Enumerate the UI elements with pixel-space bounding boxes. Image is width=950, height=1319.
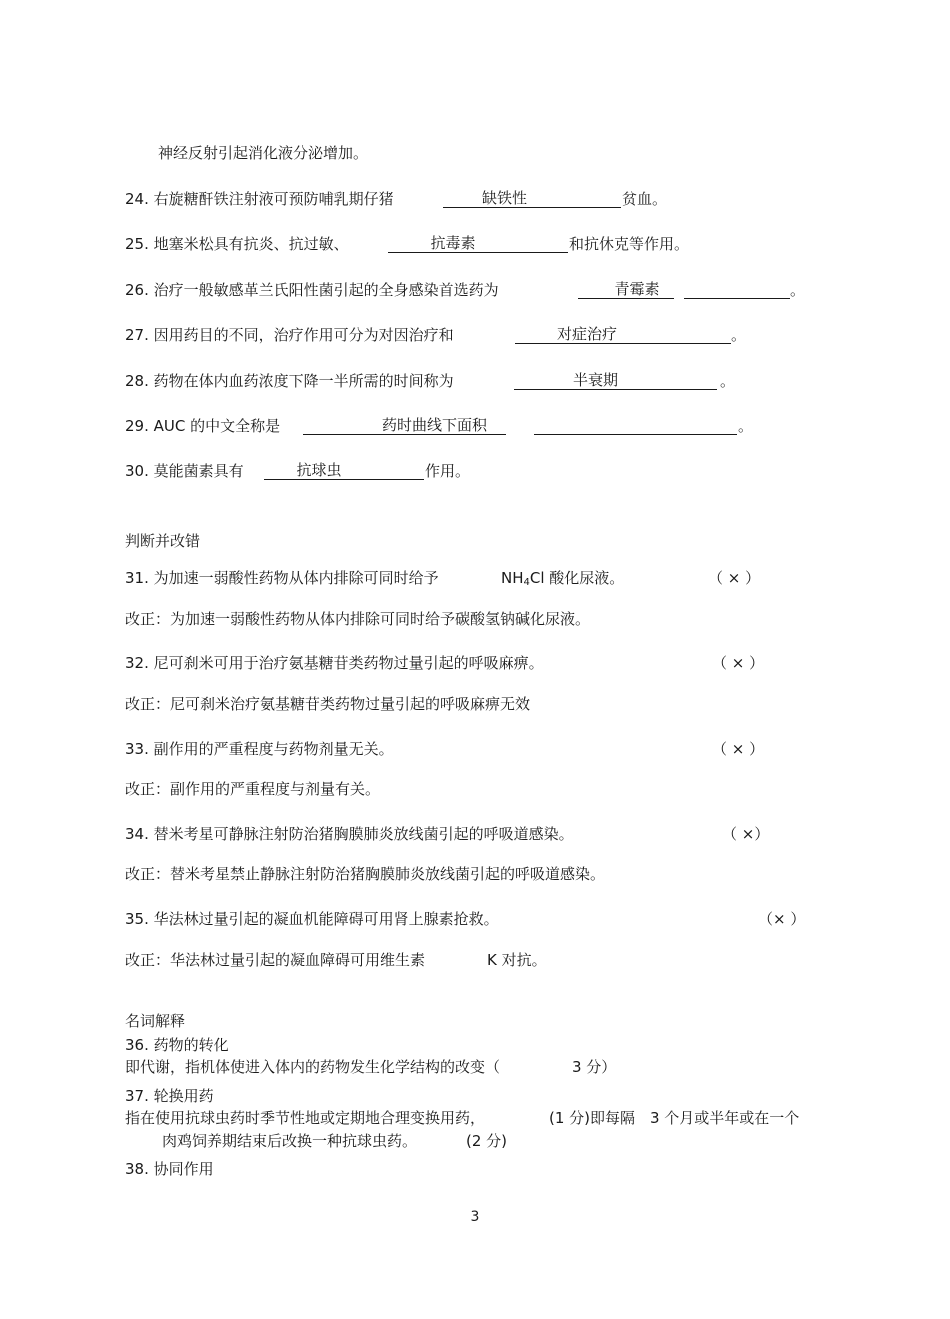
q33-correction: 改正：副作用的严重程度与剂量有关。	[125, 780, 381, 798]
q30-answer-blank: 抗球虫	[264, 461, 424, 480]
intro-line: 神经反射引起消化液分泌增加。	[158, 144, 369, 162]
judge-heading: 判断并改错	[125, 532, 201, 550]
q33-mark: （ × ）	[712, 740, 765, 758]
q25-text: 25. 地塞米松具有抗炎、抗过敏、	[125, 235, 349, 253]
term-37-definition-line2: 肉鸡饲养期结束后改换一种抗球虫药。	[162, 1132, 418, 1150]
term-36-definition: 即代谢，指机体使进入体内的药物发生化学结构的改变（	[125, 1058, 501, 1076]
q33-statement: 33. 副作用的严重程度与药物剂量无关。	[125, 740, 394, 758]
q29-suffix: 。	[738, 417, 754, 435]
q31-formula: $NH_4Cl$ 酸化尿液。	[501, 569, 625, 588]
q28-text: 28. 药物在体内血药浓度下降一半所需的时间称为	[125, 372, 454, 390]
q34-mark: （ ×）	[722, 825, 770, 843]
q35-correction: 改正：华法林过量引起的凝血障碍可用维生素	[125, 951, 426, 969]
term-37-title: 37. 轮换用药	[125, 1087, 214, 1105]
q35-correction-tail: K 对抗。	[487, 951, 547, 969]
q24-text: 24. 右旋糖酐铁注射液可预防哺乳期仔猪	[125, 190, 394, 208]
term-37-score-1: (1 分)即每隔	[549, 1109, 636, 1127]
q29-answer-blank: 药时曲线下面积	[303, 416, 506, 435]
q27-text: 27. 因用药目的不同，治疗作用可分为对因治疗和	[125, 326, 454, 344]
q26-text: 26. 治疗一般敏感革兰氏阳性菌引起的全身感染首选药为	[125, 281, 499, 299]
q26-answer-blank: 青霉素	[578, 280, 674, 299]
q32-correction: 改正：尼可刹米治疗氨基糖苷类药物过量引起的呼吸麻痹无效	[125, 695, 531, 713]
q29-text: 29. AUC 的中文全称是	[125, 417, 281, 435]
q27-suffix: 。	[731, 326, 747, 344]
term-38-title: 38. 协同作用	[125, 1160, 214, 1178]
q34-statement: 34. 替米考星可静脉注射防治猪胸膜肺炎放线菌引起的呼吸道感染。	[125, 825, 574, 843]
terms-heading: 名词解释	[125, 1012, 186, 1030]
term-37-definition-cont: 3 个月或半年或在一个	[650, 1109, 800, 1127]
q31-statement: 31. 为加速一弱酸性药物从体内排除可同时给予	[125, 569, 439, 587]
q29-blank-extension	[534, 416, 737, 435]
q24-answer-blank: 缺铁性	[443, 189, 621, 208]
term-37-score-2: (2 分)	[466, 1132, 508, 1150]
q35-mark: （× ）	[758, 910, 806, 928]
q28-suffix: 。	[720, 372, 736, 390]
q26-suffix: 。	[790, 281, 806, 299]
q24-suffix: 贫血。	[622, 190, 668, 208]
term-36-score: 3 分）	[572, 1058, 617, 1076]
term-37-definition: 指在使用抗球虫药时季节性地或定期地合理变换用药，	[125, 1109, 486, 1127]
q25-suffix: 和抗休克等作用。	[569, 235, 690, 253]
q35-statement: 35. 华法林过量引起的凝血机能障碍可用肾上腺素抢救。	[125, 910, 499, 928]
page-number: 3	[470, 1209, 480, 1225]
q27-answer-blank: 对症治疗	[515, 325, 731, 344]
q28-answer-blank: 半衰期	[514, 371, 717, 390]
q31-correction: 改正：为加速一弱酸性药物从体内排除可同时给予碳酸氢钠碱化尿液。	[125, 610, 591, 628]
q31-mark: （ × ）	[708, 569, 761, 587]
q34-correction: 改正：替米考星禁止静脉注射防治猪胸膜肺炎放线菌引起的呼吸道感染。	[125, 865, 606, 883]
q25-answer-blank: 抗毒素	[388, 234, 568, 253]
q30-suffix: 作用。	[425, 462, 471, 480]
q32-statement: 32. 尼可刹米可用于治疗氨基糖苷类药物过量引起的呼吸麻痹。	[125, 654, 544, 672]
q30-text: 30. 莫能菌素具有	[125, 462, 244, 480]
q32-mark: （ × ）	[712, 654, 765, 672]
term-36-title: 36. 药物的转化	[125, 1036, 229, 1054]
q26-blank-extension	[684, 280, 790, 299]
